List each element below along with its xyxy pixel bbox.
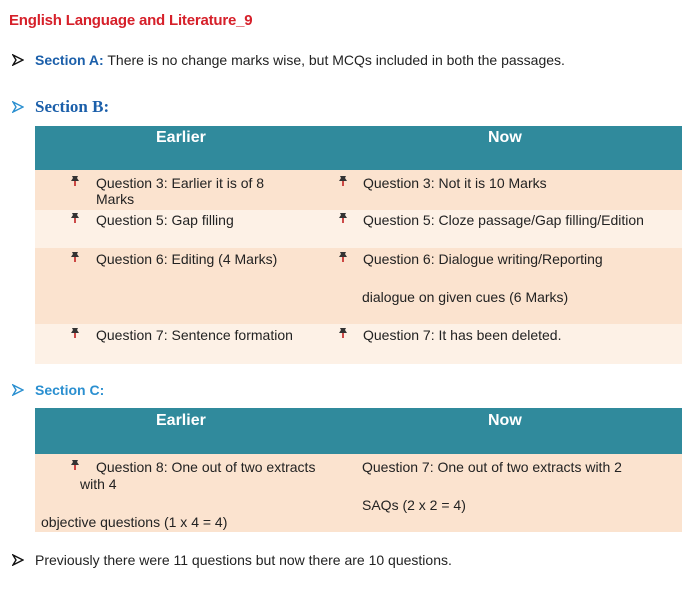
table-cell: Question 3: Not it is 10 Marks xyxy=(363,175,547,191)
arrow-bullet-icon xyxy=(12,54,24,66)
pushpin-bullet-icon xyxy=(337,212,349,224)
document-title: English Language and Literature_9 xyxy=(9,12,253,29)
arrow-bullet-icon xyxy=(12,384,24,396)
pushpin-bullet-icon xyxy=(69,212,81,224)
pushpin-bullet-icon xyxy=(69,251,81,263)
header-now: Now xyxy=(488,412,522,429)
section-c-table-header xyxy=(35,408,682,454)
pushpin-bullet-icon xyxy=(337,251,349,263)
arrow-bullet-icon xyxy=(12,101,24,113)
header-now: Now xyxy=(488,129,522,146)
section-c-heading: Section C: xyxy=(35,382,105,398)
table-cell: dialogue on given cues (6 Marks) xyxy=(362,289,569,305)
table-cell: Question 8: One out of two extracts xyxy=(96,459,316,475)
pushpin-bullet-icon xyxy=(69,459,81,471)
arrow-bullet-icon xyxy=(12,554,24,566)
section-b-heading: Section B: xyxy=(35,97,110,116)
table-cell: Question 6: Editing (4 Marks) xyxy=(96,251,278,267)
header-earlier: Earlier xyxy=(156,129,206,146)
table-cell: Marks xyxy=(96,191,135,207)
pushpin-bullet-icon xyxy=(69,175,81,187)
table-cell: Question 6: Dialogue writing/Reporting xyxy=(363,251,603,267)
section-a-line xyxy=(35,52,565,68)
pushpin-bullet-icon xyxy=(337,327,349,339)
table-cell: Question 7: Sentence formation xyxy=(96,327,293,343)
table-cell: Question 7: It has been deleted. xyxy=(363,327,562,343)
pushpin-bullet-icon xyxy=(69,327,81,339)
table-cell: Question 7: One out of two extracts with 2 xyxy=(362,459,622,475)
table-cell: Question 3: Earlier it is of 8 xyxy=(96,175,265,191)
footer-note: Previously there were 11 questions but now there are 10 questions. xyxy=(35,552,452,568)
table-cell: with 4 xyxy=(80,476,117,492)
table-cell: Question 5: Gap filling xyxy=(96,212,234,228)
header-earlier: Earlier xyxy=(156,412,206,429)
section-b-table-header xyxy=(35,126,682,170)
table-cell: Question 5: Cloze passage/Gap filling/Edition xyxy=(363,212,644,228)
section-a-label: Section A: xyxy=(35,52,104,68)
pushpin-bullet-icon xyxy=(337,175,349,187)
section-a-text: There is no change marks wise, but MCQs included in both the passages. xyxy=(107,52,565,68)
table-cell: SAQs (2 x 2 = 4) xyxy=(362,497,466,513)
table-cell: objective questions (1 x 4 = 4) xyxy=(41,514,228,530)
